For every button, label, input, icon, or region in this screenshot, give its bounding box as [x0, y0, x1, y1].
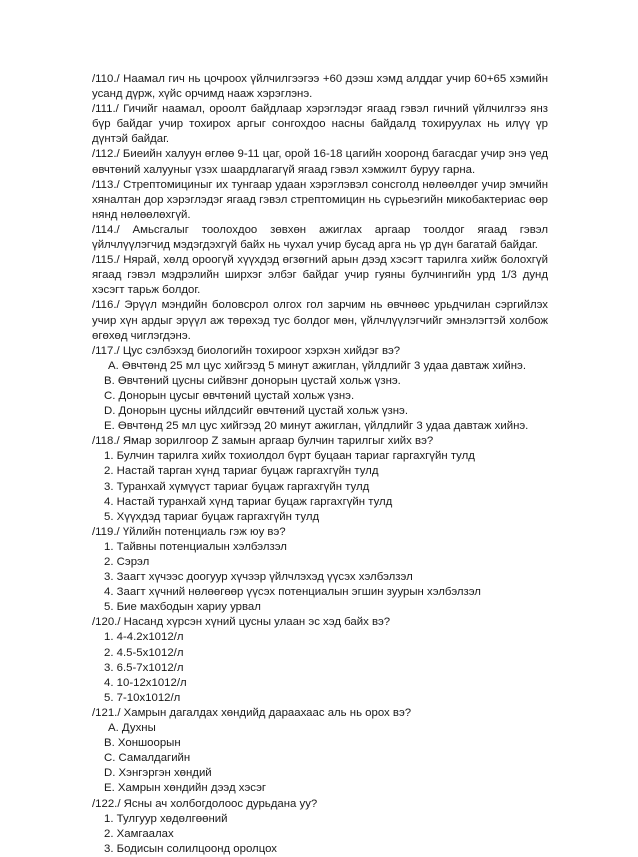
answer-option: 3. Заагт хүчээс доогуур хүчээр үйлчлэхэд үүсэх хэлбэлзэл: [104, 571, 413, 584]
answer-option: 4. 10-12х1012/л: [104, 676, 187, 689]
question-120: /120./ Насанд хүрсэн хүний цусны улаан эс хэд байх вэ?: [92, 616, 391, 629]
question-119: /119./ Үйлийн потенциаль гэж юу вэ?: [92, 525, 286, 538]
answer-option: 2. Сэрэл: [104, 556, 150, 568]
answer-option: 3. Бодисын солилцоонд оролцох: [104, 842, 278, 855]
answer-option: A. Өвчтөнд 25 мл цус хийгээд 5 минут ажиглан, үйлдлийг 3 удаа давтаж хийнэ.: [108, 359, 527, 372]
answer-option: 5. Бие махбодын хариу урвал: [104, 601, 261, 614]
answer-option: 5. 7-10х1012/л: [104, 691, 181, 704]
answer-option: D. Хэнгэргэн хөндий: [104, 767, 212, 780]
question-121: /121./ Хамрын дагалдах хөндийд дараахаас аль нь орох вэ?: [92, 706, 412, 719]
answer-option: 1. 4-4.2х1012/л: [104, 631, 184, 644]
answer-option: 5. Хүүхдэд тариаг буцаж гаргахгүйн тулд: [104, 510, 320, 523]
answer-option: B. Хоншоорын: [104, 737, 181, 750]
paragraph-111: /111./ Гичийг наамал, ороолт байдлаар хэрэглэдэг ягаад гэвэл гичний үйлчилгээ янз бүр байдаг учир тохирох аргыг сонгохдоо насны байдалд тохируулах нь илүү үр дүнтэй байдаг.: [92, 103, 548, 146]
answer-option: 2. Хамгаалах: [104, 827, 174, 840]
answer-option: D. Донорын цусны ийлдсийг өвчтөний цустай хольж үзнэ.: [104, 405, 409, 418]
answer-option: C. Донорын цусыг өвчтөний цустай хольж үзнэ.: [104, 389, 355, 402]
paragraph-114: /114./ Амьсгалыг тоолохдоо зөвхөн ажиглах аргаар тоолдог ягаад гэвэл үйлчлүүлэгчид мэдэгдэхгүй байх нь чухал учир бусад арга нь үр дүн багатай байдаг.: [92, 223, 548, 252]
question-117: /117./ Цус сэлбэхэд биологийн тохироог хэрхэн хийдэг вэ?: [92, 344, 401, 357]
answer-option: A. Духны: [108, 722, 156, 735]
answer-option: E. Хамрын хөндийн дээд хэсэг: [104, 782, 267, 795]
paragraph-112: /112./ Биеийн халуун өглөө 9-11 цаг, орой 16-18 цагийн хооронд багасдаг учир энэ үед өвчтөний халууныг үзэх шаардлагагүй ягаад гэвэл хэмжилт буруу гарна.: [92, 148, 548, 176]
paragraph-115: /115./ Нярай, хөлд ороогүй хүүхдэд өгзөгний арын дээд хэсэгт тарилга хийж болохгүй ягаад гэвэл мэдрэлийн ширхэг элбэг байдаг учир гуяны булчингийн урд 1/3 дунд хэсэгт тарьж болдог.: [92, 254, 548, 297]
answer-option: 3. Туранхай хүмүүст тариаг буцаж гаргахгүйн тулд: [104, 480, 370, 493]
answer-option: 1. Тулгуур хөдөлгөөний: [104, 812, 228, 825]
paragraph-116: /116./ Эрүүл мэндийн боловсрол олгох гол зарчим нь өвчнөөс урьдчилан сэргийлэх учир хүн ардыг эрүүл аж төрөхэд тус болдог мөн, үйлчлүүлэгчийг эмнэлэгтэй холбож өгөхөд чиглэгдэнэ.: [92, 299, 548, 342]
answer-option: 3. 6.5-7х1012/л: [104, 661, 184, 674]
paragraph-110: /110./ Наамал гич нь цочроох үйлчилгээгээ +60 дээш хэмд алддаг учир 60+65 хэмийн усанд дүрж, хүйс орчимд нааж хэрэглэнэ.: [92, 73, 548, 101]
answer-option: E. Өвчтөнд 25 мл цус хийгээд 20 минут ажиглан, үйлдлийг 3 удаа давтаж хийнэ.: [104, 420, 529, 433]
answer-option: 1. Тайвны потенциалын хэлбэлзэл: [104, 540, 287, 553]
document-page: [92, 72, 548, 857]
answer-option: 4. Настай туранхай хүнд тариаг буцаж гаргахгүйн тулд: [104, 495, 393, 508]
question-122: /122./ Ясны ач холбогдолоос дурьдана уу?: [92, 797, 318, 810]
answer-option: B. Өвчтөний цусны сийвэнг донорын цустай хольж үзнэ.: [104, 374, 401, 387]
answer-option: 4. Заагт хүчний нөлөөгөөр үүсэх потенциалын эгшин зуурын хэлбэлзэл: [104, 586, 481, 599]
answer-option: C. Самалдагийн: [104, 752, 191, 765]
answer-option: 2. 4.5-5х1012/л: [104, 646, 184, 659]
question-118: /118./ Ямар зорилгоор Z замын аргаар булчин тарилгыг хийх вэ?: [92, 435, 434, 448]
paragraph-113: /113./ Стрептомициныг их тунгаар удаан хэрэглэвэл сонсголд нөлөөлдөг учир эмчийн хяналтан дор хэрэглэдэг ягаад гэвэл стрептомицин нь сүрьеэгийн микобактериас өөр нянд нөлөөлөхгүй.: [92, 178, 548, 221]
answer-option: 1. Булчин тарилга хийх тохиолдол бүрт буцаан тариаг гаргахгүйн тулд: [104, 450, 475, 463]
answer-option: 2. Настай тарган хүнд тариаг буцаж гаргахгүйн тулд: [104, 465, 379, 478]
